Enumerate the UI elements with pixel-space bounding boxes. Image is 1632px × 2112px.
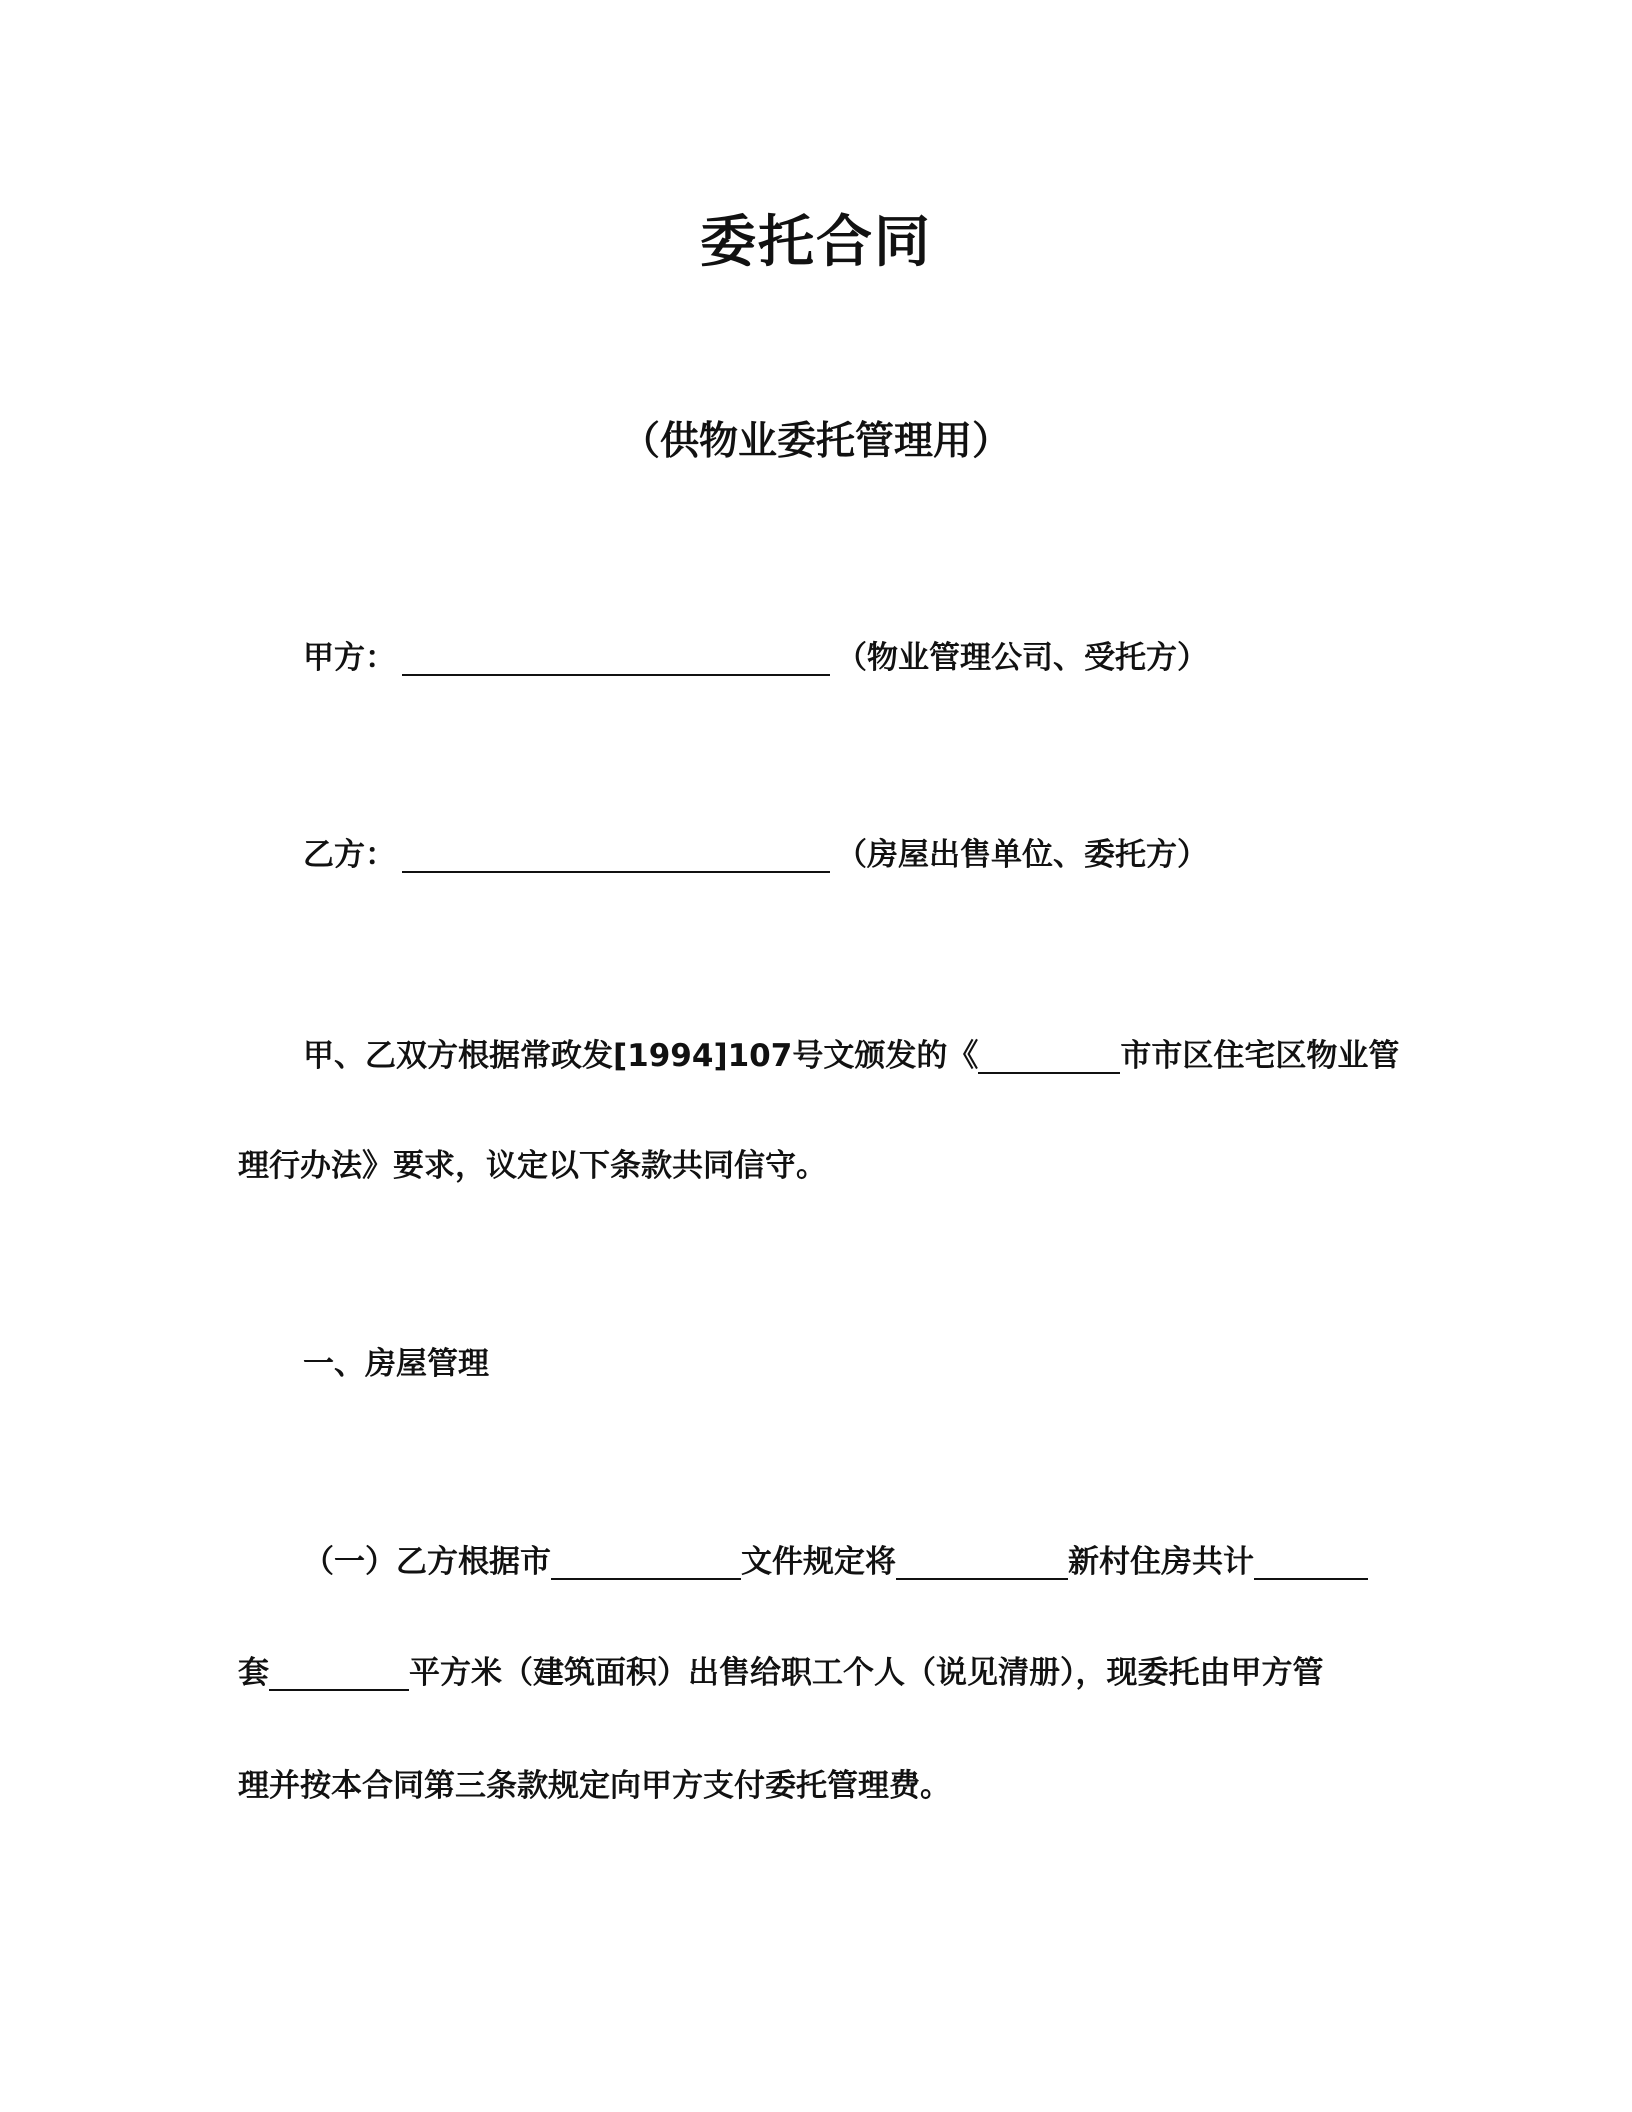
clause-1-text-e: 平方米（建筑面积）出售给职工个人（说见清册），现委托由甲方管	[409, 1655, 1324, 1691]
clause-1-area-blank	[269, 1659, 409, 1691]
clause-1-doc-blank	[551, 1548, 741, 1580]
document-subtitle: （供物业委托管理用）	[620, 419, 1011, 464]
party-b-line	[303, 837, 1208, 874]
party-b-label: 乙方：	[303, 837, 396, 873]
party-a-blank	[402, 644, 830, 676]
clause-1-village-blank	[896, 1548, 1068, 1580]
party-a-note: （物业管理公司、受托方）	[836, 640, 1208, 676]
clause-1-line-1	[303, 1544, 1368, 1581]
clause-1-line-3	[238, 1768, 951, 1805]
clause-1-text-b: 文件规定将	[741, 1544, 896, 1580]
clause-1-text-f: 理并按本合同第三条款规定向甲方支付委托管理费。	[238, 1768, 951, 1804]
document-title: 委托合同	[700, 210, 932, 275]
preamble-text-2: 市市区住宅区物业管	[1120, 1038, 1400, 1074]
section-heading	[303, 1346, 489, 1383]
preamble-line-1	[303, 1038, 1399, 1075]
preamble-city-blank	[978, 1042, 1120, 1074]
clause-1-count-blank	[1254, 1548, 1368, 1580]
preamble-text-1: 甲、乙双方根据常政发[1994]107号文颁发的《	[303, 1038, 979, 1074]
clause-1-line-2	[238, 1655, 1324, 1692]
section-1-heading: 一、房屋管理	[303, 1346, 489, 1382]
clause-1-text-a: （一）乙方根据市	[303, 1544, 551, 1580]
clause-1-text-d: 套	[238, 1655, 269, 1691]
preamble-line-2	[238, 1148, 827, 1185]
preamble-text-3: 理行办法》要求，议定以下条款共同信守。	[238, 1148, 827, 1184]
party-a-label: 甲方：	[303, 640, 396, 676]
party-b-note: （房屋出售单位、委托方）	[836, 837, 1208, 873]
party-b-blank	[402, 841, 830, 873]
party-a-line	[303, 640, 1208, 677]
clause-1-text-c: 新村住房共计	[1068, 1544, 1254, 1580]
